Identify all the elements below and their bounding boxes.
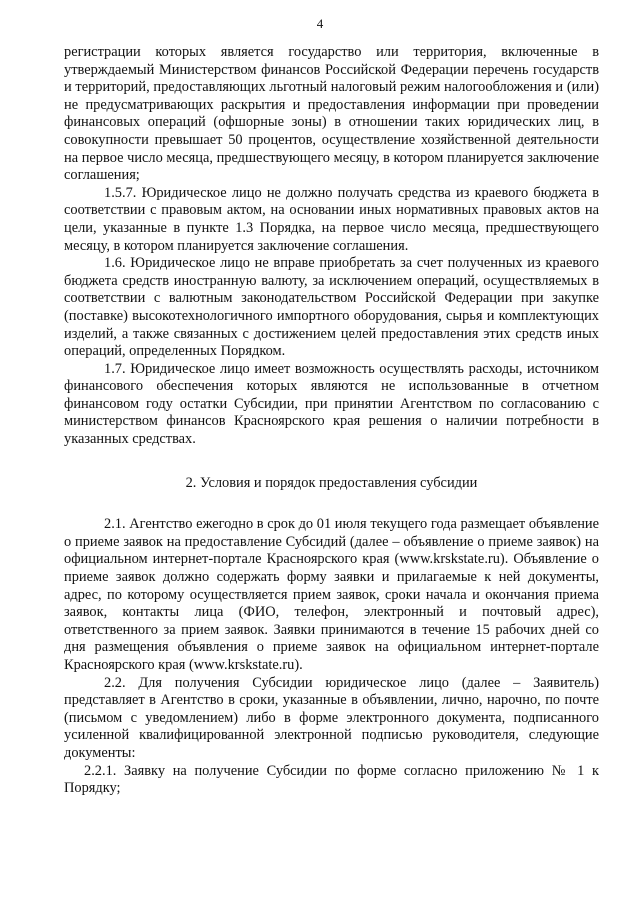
para-2-1: 2.1. Агентство ежегодно в срок до 01 июля текущего года размещает объявление о приеме заявок на предоставление Субсидий (далее – объявление о приеме заявок) на официальном интернет-портале Красноярского края (www.krskstate.ru). Объявление о приеме заявок должно содержать форму заявки и прилагаемые к ней документы, адрес, по которому осуществляется прием заявок, сроки начала и окончания приема заявок, контакты лица (ФИО, телефон, электронный и почтовый адрес), ответственного за прием заявок. Заявки принимаются в течение 15 рабочих дней со дня размещения объявления о приеме заявок на официальном интернет-портале Красноярского края (www.krskstate.ru). [64,516,599,673]
para-1-7: 1.7. Юридическое лицо имеет возможность осуществлять расходы, источником финансового обеспечения которых являются не использованные в отчетном финансовом году остатки Субсидии, при принятии Агентством по согласованию с министерством финансов Красноярского края решения о наличии потребности в указанных средствах. [64,360,599,448]
para-2-2-1: 2.2.1. Заявку на получение Субсидии по форме согласно приложению № 1 к Порядку; [64,762,599,797]
section-heading-2: 2. Условия и порядок предоставления субсидии [185,474,478,491]
para-continued-offshore: регистрации которых является государство или территория, включенные в утверждаемый Министерством финансов Российской Федерации перечень государств и территорий, предоставляющих льготный налоговый режим налогообложения и (или) не предусматривающих раскрытия и предоставления информации при проведении финансовых операций (офшорные зоны) в отношении таких юридических лиц, в совокупности превышает 50 процентов, осуществление хозяйственной деятельности на первое число месяца, предшествующего месяцу, в котором планируется заключение соглашения; [64,44,599,184]
para-1-6: 1.6. Юридическое лицо не вправе приобретать за счет полученных из краевого бюджета средств иностранную валюту, за исключением операций, осуществляемых в соответствии с валютным законодательством Российской Федерации при закупке (поставке) высокотехнологичного импортного оборудования, сырья и комплектующих изделий, а также связанных с достижением целей предоставления этих средств иных операций, определенных Порядком. [64,255,599,360]
para-1-5-7: 1.5.7. Юридическое лицо не должно получать средства из краевого бюджета в соответствии с правовым актом, на основании иных нормативных правовых актов на цели, указанные в пункте 1.3 Порядка, на первое число месяца, предшествующего месяцу, в котором планируется заключение соглашения. [64,184,599,254]
para-2-2: 2.2. Для получения Субсидии юридическое лицо (далее – Заявитель) представляет в Агентство в сроки, указанные в объявлении, лично, нарочно, по почте (письмом с уведомлением) либо в форме электронного документа, подписанного усиленной квалифицированной электронной подписью руководителя, следующие документы: [64,674,599,761]
document-body [64,44,599,798]
page-number: 4 [316,16,324,31]
